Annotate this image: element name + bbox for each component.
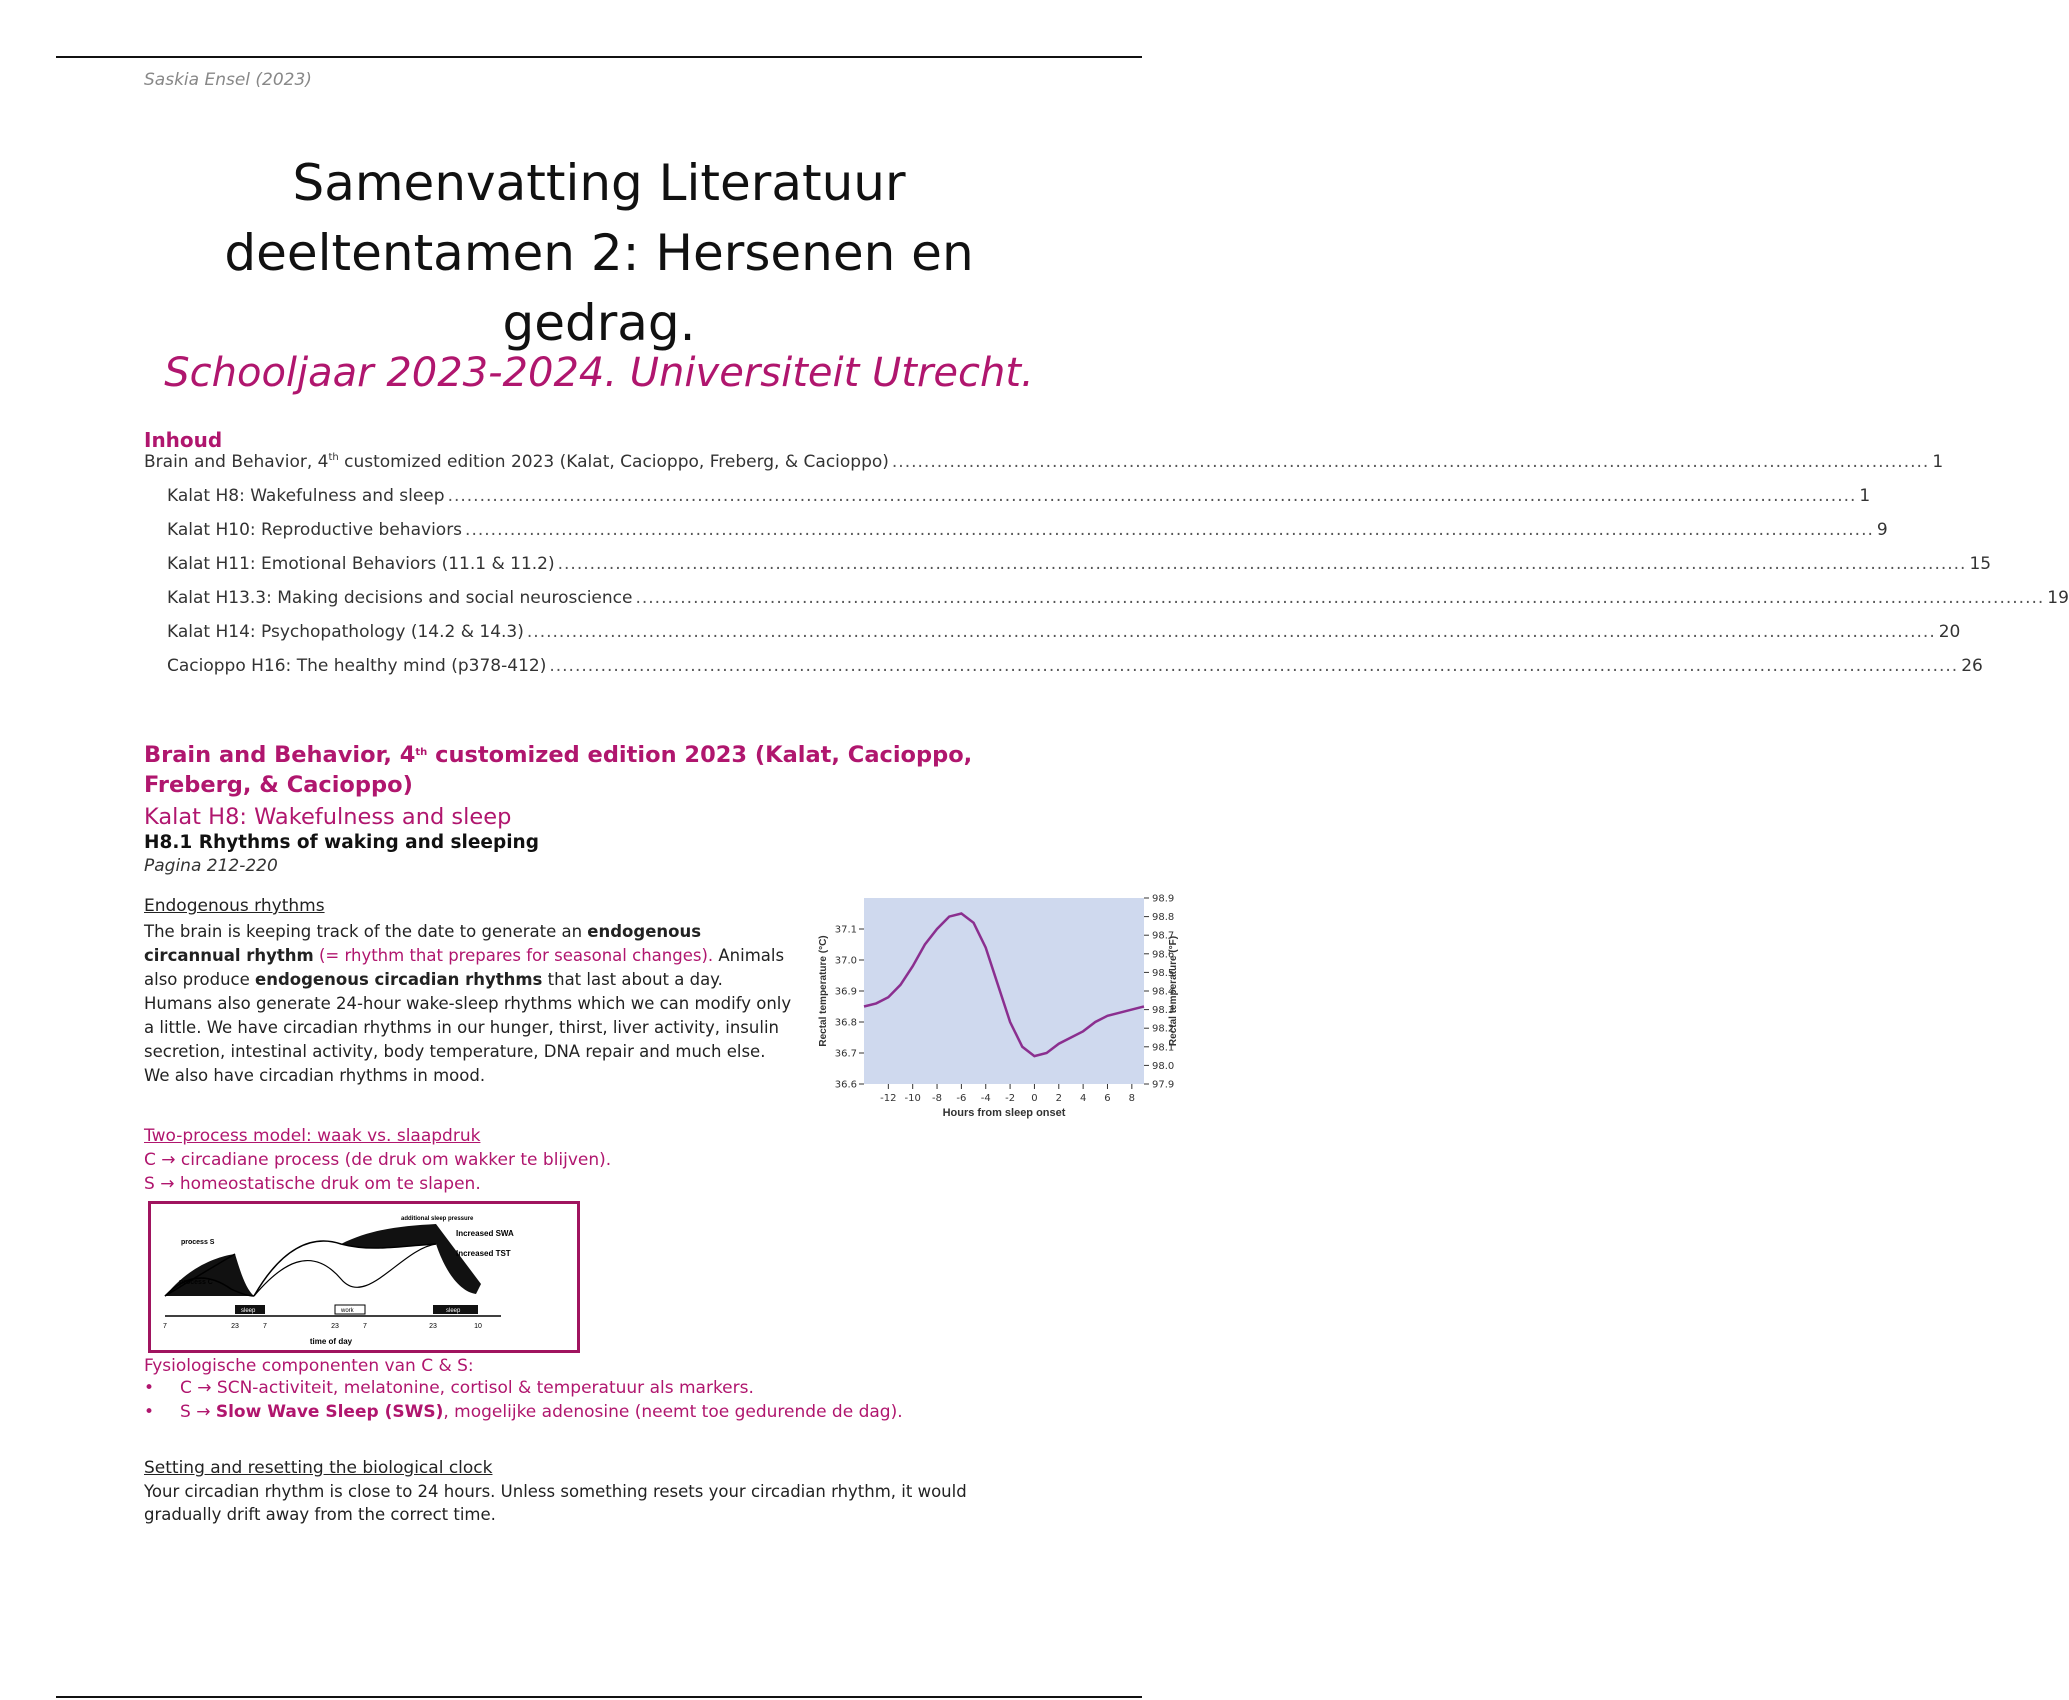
diagram-process-s-label: process S <box>181 1239 215 1246</box>
toc-dots: ............................................................................................................................................................................................................................ <box>635 588 2045 608</box>
page-range: Pagina 212-220 <box>144 856 278 876</box>
chart-ytick-label-left: 36.7 <box>834 1048 857 1060</box>
chart-ytick-label-left: 37.1 <box>834 924 857 936</box>
chart-ytick-label-right: 98.0 <box>1152 1060 1175 1072</box>
toc-page: 1 <box>1932 452 1944 472</box>
toc-entry-label: Cacioppo H16: The healthy mind (p378-412) <box>167 656 547 676</box>
bottom-rule <box>56 1696 1142 1698</box>
toc-dots: ............................................................................................................................................................................................................................ <box>549 656 1959 676</box>
chart-xtick-label: 8 <box>1128 1093 1136 1104</box>
chart-xtick-label: -12 <box>880 1093 897 1104</box>
chart-xtick-label: -2 <box>1005 1093 1016 1104</box>
toc-entry[interactable] <box>144 656 1983 690</box>
fysio-bullet-c: • C → SCN-activiteit, melatonine, cortisol & temperatuur als markers. <box>144 1378 754 1398</box>
process-c-line: C → circadiane process (de druk om wakker te blijven). <box>144 1150 612 1170</box>
chart-ylabel-left: Rectal temperature (°C) <box>818 935 829 1047</box>
toc-entry[interactable] <box>144 622 1961 656</box>
chart-ytick-label-left: 36.9 <box>834 986 857 998</box>
toc-entry-label: Kalat H13.3: Making decisions and social neuroscience <box>167 588 633 608</box>
chart-ytick-label-right: 98.8 <box>1152 912 1175 924</box>
bullet-glyph: • <box>144 1402 155 1422</box>
toc-entry-label: Kalat H10: Reproductive behaviors <box>167 520 463 540</box>
two-process-diagram <box>148 1201 580 1353</box>
diagram-tick-label: 23 <box>331 1323 339 1330</box>
toc-entry-label: Kalat H11: Emotional Behaviors (11.1 & 11.2) <box>167 554 555 574</box>
temperature-chart <box>812 890 1180 1132</box>
chart-ytick-label-right: 98.2 <box>1152 1023 1175 1035</box>
chart-ytick-label-right: 97.9 <box>1152 1079 1175 1091</box>
toc-heading: Inhoud <box>144 428 223 452</box>
toc-dots: ............................................................................................................................................................................................................................ <box>465 520 1874 540</box>
process-s-line: S → homeostatische druk om te slapen. <box>144 1174 481 1194</box>
chart-ytick-label-left: 37.0 <box>834 955 857 967</box>
clock-heading: Setting and resetting the biological clock <box>144 1458 493 1478</box>
diagram-work-label: work <box>341 1308 354 1314</box>
two-process-heading: Two-process model: waak vs. slaapdruk <box>144 1126 481 1146</box>
diagram-xlabel: time of day <box>309 1337 353 1346</box>
chart-xtick-label: 6 <box>1104 1093 1111 1104</box>
chart-ytick-label-right: 98.6 <box>1152 949 1175 961</box>
toc-main-label-rest: customized edition 2023 (Kalat, Cacioppo, Freberg, & Cacioppo) <box>338 452 889 472</box>
chart-xtick-label: -4 <box>980 1093 991 1104</box>
diagram-swa-label: Increased SWA <box>456 1229 514 1238</box>
toc-entry-page: 1 <box>1859 486 1871 506</box>
clock-paragraph: Your circadian rhythm is close to 24 hours. Unless something resets your circadian rhythm, it would gradually drift away from the correct time. <box>144 1482 967 1524</box>
toc-dots: ............................................................................................................................................................................................................................ <box>526 622 1936 642</box>
chart-ytick-label-right: 98.1 <box>1152 1042 1175 1054</box>
toc-entry[interactable] <box>144 520 1888 554</box>
toc-main-entry[interactable] <box>144 452 1944 486</box>
toc-entry[interactable] <box>144 554 1992 588</box>
toc-entry[interactable] <box>144 486 1871 520</box>
fysio-bullet-s: • S → Slow Wave Sleep (SWS), mogelijke adenosine (neemt toe gedurende de dag). <box>144 1402 903 1422</box>
toc-entry-page: 26 <box>1961 656 1983 676</box>
toc-main-label: Brain and Behavior, 4 <box>144 452 329 472</box>
subsection-heading: H8.1 Rhythms of waking and sleeping <box>144 832 539 853</box>
diagram-tick-label: 23 <box>231 1323 239 1330</box>
chart-xtick-label: -8 <box>932 1093 943 1104</box>
toc-entry-page: 19 <box>2047 588 2069 608</box>
bullet-glyph: • <box>144 1378 155 1398</box>
chart-ytick-label-left: 36.8 <box>834 1017 857 1029</box>
toc-entry-page: 9 <box>1876 520 1888 540</box>
chart-ytick-label-right: 98.5 <box>1152 967 1175 979</box>
diagram-tick-label: 7 <box>363 1323 367 1330</box>
section-heading: Brain and Behavior, 4th customized edition 2023 (Kalat, Cacioppo, Freberg, & Cacioppo) <box>144 742 973 798</box>
endogenous-paragraph: The brain is keeping track of the date to generate an endogenous circannual rhythm (= rhythm that prepares for seasonal changes). Animals also produce endogenous circadian rhythms that last about a day. Humans also generate 24-hour wake-sleep rhythms which we can modify only a little. We have circadian rhythms in our hunger, thirst, liver activity, insulin secretion, intestinal activity, body temperature, DNA repair and much else. We also have circadian rhythms in mood. <box>144 922 792 1085</box>
toc-entry[interactable] <box>144 588 2069 622</box>
table-of-contents <box>144 452 2069 690</box>
diagram-sleep-label-2: sleep <box>446 1308 461 1314</box>
diagram-process-c-label: process C <box>179 1279 213 1286</box>
chart-ytick-label-right: 98.7 <box>1152 930 1175 942</box>
toc-entry-label: Kalat H8: Wakefulness and sleep <box>167 486 445 506</box>
chart-plot-area <box>864 898 1144 1084</box>
diagram-tick-label: 10 <box>474 1323 482 1330</box>
chart-xtick-label: -10 <box>904 1093 921 1104</box>
toc-entry-page: 20 <box>1938 622 1961 642</box>
toc-entry-page: 15 <box>1969 554 1992 574</box>
toc-dots: .................................................................................................................................................................. <box>891 452 1930 472</box>
diagram-sleep-label-1: sleep <box>241 1308 256 1314</box>
toc-main-sup: th <box>328 452 339 463</box>
document-title: Samenvatting Literatuur deeltentamen 2: Hersenen en gedrag. <box>224 154 974 352</box>
document-subtitle: Schooljaar 2023-2024. Universiteit Utrecht. <box>164 350 1034 396</box>
diagram-tst-label: Increased TST <box>456 1249 511 1258</box>
fysio-heading: Fysiologische componenten van C & S: <box>144 1356 474 1376</box>
chart-ytick-label-right: 98.9 <box>1152 893 1175 905</box>
author-header: Saskia Ensel (2023) <box>144 70 312 90</box>
chart-xlabel: Hours from sleep onset <box>942 1107 1066 1119</box>
chart-ylabel-right: Rectal temperature (°F) <box>1168 935 1179 1047</box>
chart-ytick-label-right: 98.3 <box>1152 1005 1175 1017</box>
endogenous-heading: Endogenous rhythms <box>144 896 325 916</box>
chart-xtick-label: 2 <box>1055 1093 1062 1104</box>
chapter-heading: Kalat H8: Wakefulness and sleep <box>144 804 512 830</box>
chart-ytick-label-right: 98.4 <box>1152 986 1175 998</box>
toc-dots: ............................................................................................................................................................................................................................ <box>447 486 1857 506</box>
chart-xtick-label: 0 <box>1031 1093 1038 1104</box>
chart-xtick-label: -6 <box>956 1093 967 1104</box>
diagram-tick-label: 23 <box>429 1323 437 1330</box>
diagram-extra-label: additional sleep pressure <box>401 1216 474 1222</box>
diagram-tick-label: 7 <box>163 1323 167 1330</box>
chart-ytick-label-left: 36.6 <box>834 1079 857 1091</box>
diagram-tick-label: 7 <box>263 1323 267 1330</box>
toc-dots: ............................................................................................................................................................................................................................ <box>557 554 1967 574</box>
chart-xtick-label: 4 <box>1079 1093 1087 1104</box>
toc-entry-label: Kalat H14: Psychopathology (14.2 & 14.3) <box>167 622 524 642</box>
top-rule <box>56 56 1142 58</box>
